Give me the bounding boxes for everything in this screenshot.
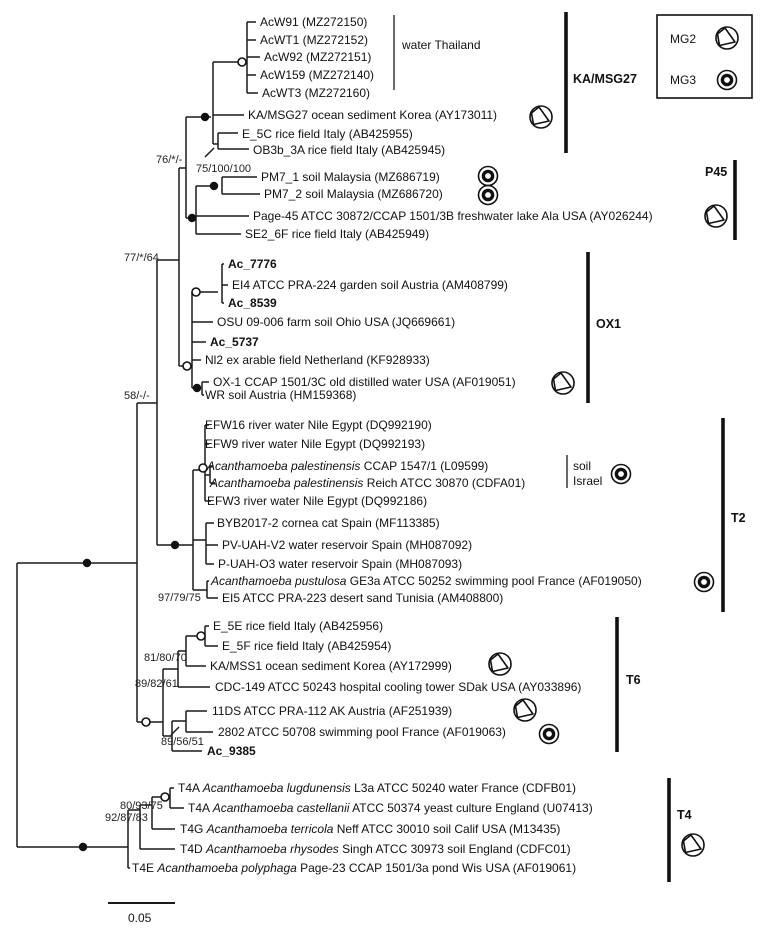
leaf-label: EFW9 river water Nile Egypt (DQ992193) xyxy=(205,437,426,451)
legend-item-label-mg3: MG3 xyxy=(670,73,697,87)
leaf-label: E_5F rice field Italy (AB425954) xyxy=(222,639,392,653)
filled-node-dot xyxy=(79,843,87,851)
mg2-icon xyxy=(682,834,704,856)
leaf-label: T4E Acanthamoeba polyphaga Page-23 CCAP 1501/3a pond Wis USA (AF019061) xyxy=(132,861,577,875)
clade-label-ox1: OX1 xyxy=(596,317,622,331)
open-node-dot xyxy=(238,58,246,66)
leaf-label: T4A Acanthamoeba lugdunensis L3a ATCC 50240 water France (CDFB01) xyxy=(178,781,577,795)
mg2-icon xyxy=(716,27,738,49)
filled-node-dot xyxy=(171,541,179,549)
mg3-icon xyxy=(479,167,498,186)
leaf-label: P-UAH-O3 water reservoir Spain (MH087093) xyxy=(218,557,463,571)
soil-israel-label-line2: Israel xyxy=(573,474,603,488)
clade-label-p45: P45 xyxy=(705,165,728,179)
leaf-label: AcW91 (MZ272150) xyxy=(260,15,368,29)
leaf-label: CDC-149 ATCC 50243 hospital cooling tower SDak USA (AY033896) xyxy=(215,680,582,694)
legend-item-label-mg2: MG2 xyxy=(670,32,697,46)
mg3-icon xyxy=(479,186,498,205)
leaf-label: T4A Acanthamoeba castellanii ATCC 50374 yeast culture England (U07413) xyxy=(188,801,593,815)
clade-label-kamsg27: KA/MSG27 xyxy=(573,72,637,86)
leaf-label: SE2_6F rice field Italy (AB425949) xyxy=(245,227,430,241)
leaf-label: WR soil Austria (HM159368) xyxy=(205,388,357,402)
leaf-label: OB3b_3A rice field Italy (AB425945) xyxy=(253,143,446,157)
support-value: 75/100/100 xyxy=(196,163,252,175)
support-value: 89/56/51 xyxy=(161,736,204,748)
leaf-label: KA/MSS1 ocean sediment Korea (AY172999) xyxy=(210,659,452,673)
leaf-label: Ac_8539 xyxy=(228,296,277,310)
clade-label-t2: T2 xyxy=(731,511,746,525)
leaf-label: PM7_1 soil Malaysia (MZ686719) xyxy=(261,170,440,184)
mg3-icon xyxy=(540,725,559,744)
leaf-label: AcW92 (MZ272151) xyxy=(264,50,372,64)
leaf-label: T4G Acanthamoeba terricola Neff ATCC 30010 soil Calif USA (M13435) xyxy=(180,822,561,836)
support-value: 89/82/61 xyxy=(135,678,178,690)
leaf-label: AcWT1 (MZ272152) xyxy=(260,33,369,47)
leaf-label: BYB2017-2 cornea cat Spain (MF113385) xyxy=(217,516,440,530)
mg2-icon xyxy=(552,372,574,394)
support-value: 77/*/64 xyxy=(124,252,159,264)
leaf-label: Acanthamoeba palestinensis CCAP 1547/1 (L09599) xyxy=(207,459,489,473)
leaf-label: AcW159 (MZ272140) xyxy=(260,68,375,82)
mg3-icon xyxy=(695,573,714,592)
support-value: 76/*/- xyxy=(156,154,183,166)
soil-israel-label-line1: soil xyxy=(573,459,592,473)
mg2-icon xyxy=(489,653,511,675)
leaf-label: PM7_2 soil Malaysia (MZ686720) xyxy=(264,187,443,201)
support-value: 92/87/83 xyxy=(105,812,148,824)
filled-node-dot xyxy=(188,214,196,222)
filled-node-dot xyxy=(193,384,201,392)
leaf-label: OX-1 CCAP 1501/3C old distilled water USA (AF019051) xyxy=(213,375,516,389)
clade-label-t6: T6 xyxy=(626,673,641,687)
leaf-label: Page-45 ATCC 30872/CCAP 1501/3B freshwater lake Ala USA (AY026244) xyxy=(253,209,653,223)
leaf-label: Nl2 ex arable field Netherland (KF928933) xyxy=(205,353,430,367)
leaf-label: E_5E rice field Italy (AB425956) xyxy=(213,619,384,633)
leaf-label: EFW16 river water Nile Egypt (DQ992190) xyxy=(205,418,432,432)
leaf-label: Ac_7776 xyxy=(228,257,277,271)
leaf-label: T4D Acanthamoeba rhysodes Singh ATCC 30973 soil England (CDFC01) xyxy=(180,842,571,856)
leaf-label: KA/MSG27 ocean sediment Korea (AY173011) xyxy=(248,108,498,122)
mg2-icon xyxy=(705,205,727,227)
water-thailand-label: water Thailand xyxy=(402,38,481,52)
scale-bar-label: 0.05 xyxy=(128,911,152,925)
leaf-label: AcWT3 (MZ272160) xyxy=(262,86,371,100)
leaf-label: EI5 ATCC PRA-223 desert sand Tunisia (AM408800) xyxy=(222,591,504,605)
leaf-label: Acanthamoeba palestinensis Reich ATCC 30870 (CDFA01) xyxy=(210,476,526,490)
mg2-icon xyxy=(530,106,552,128)
leaf-label: Acanthamoeba pustulosa GE3a ATCC 50252 swimming pool France (AF019050) xyxy=(211,574,642,588)
support-value: 97/79/75 xyxy=(158,592,201,604)
mg3-icon xyxy=(718,71,737,90)
open-node-dot xyxy=(142,718,150,726)
leaf-label: 11DS ATCC PRA-112 AK Austria (AF251939) xyxy=(212,704,453,718)
open-node-dot xyxy=(197,632,205,640)
leaf-label: Ac_5737 xyxy=(210,335,259,349)
clade-label-t4: T4 xyxy=(677,808,692,822)
leaf-label: 2802 ATCC 50708 swimming pool France (AF019063) xyxy=(218,725,506,739)
leaf-label: Ac_9385 xyxy=(207,744,256,758)
leaf-label: EFW3 river water Nile Egypt (DQ992186) xyxy=(207,494,428,508)
support-value: 80/93/75 xyxy=(120,800,163,812)
open-node-dot xyxy=(192,288,200,296)
leaf-label: PV-UAH-V2 water reservoir Spain (MH087092) xyxy=(222,538,473,552)
leaf-label: EI4 ATCC PRA-224 garden soil Austria (AM408799) xyxy=(232,278,508,292)
leaf-label: E_5C rice field Italy (AB425955) xyxy=(242,127,413,141)
filled-node-dot xyxy=(210,182,218,190)
open-node-dot xyxy=(199,464,207,472)
mg3-icon xyxy=(612,465,631,484)
leaf-label: OSU 09-006 farm soil Ohio USA (JQ669661) xyxy=(217,315,456,329)
filled-node-dot xyxy=(201,113,209,121)
tree-branches-p45 xyxy=(186,177,260,234)
support-value: 81/80/70 xyxy=(144,652,187,664)
support-value: 58/-/- xyxy=(124,390,150,402)
open-node-dot xyxy=(183,362,191,370)
filled-node-dot xyxy=(83,559,91,567)
mg2-icon xyxy=(514,699,536,721)
